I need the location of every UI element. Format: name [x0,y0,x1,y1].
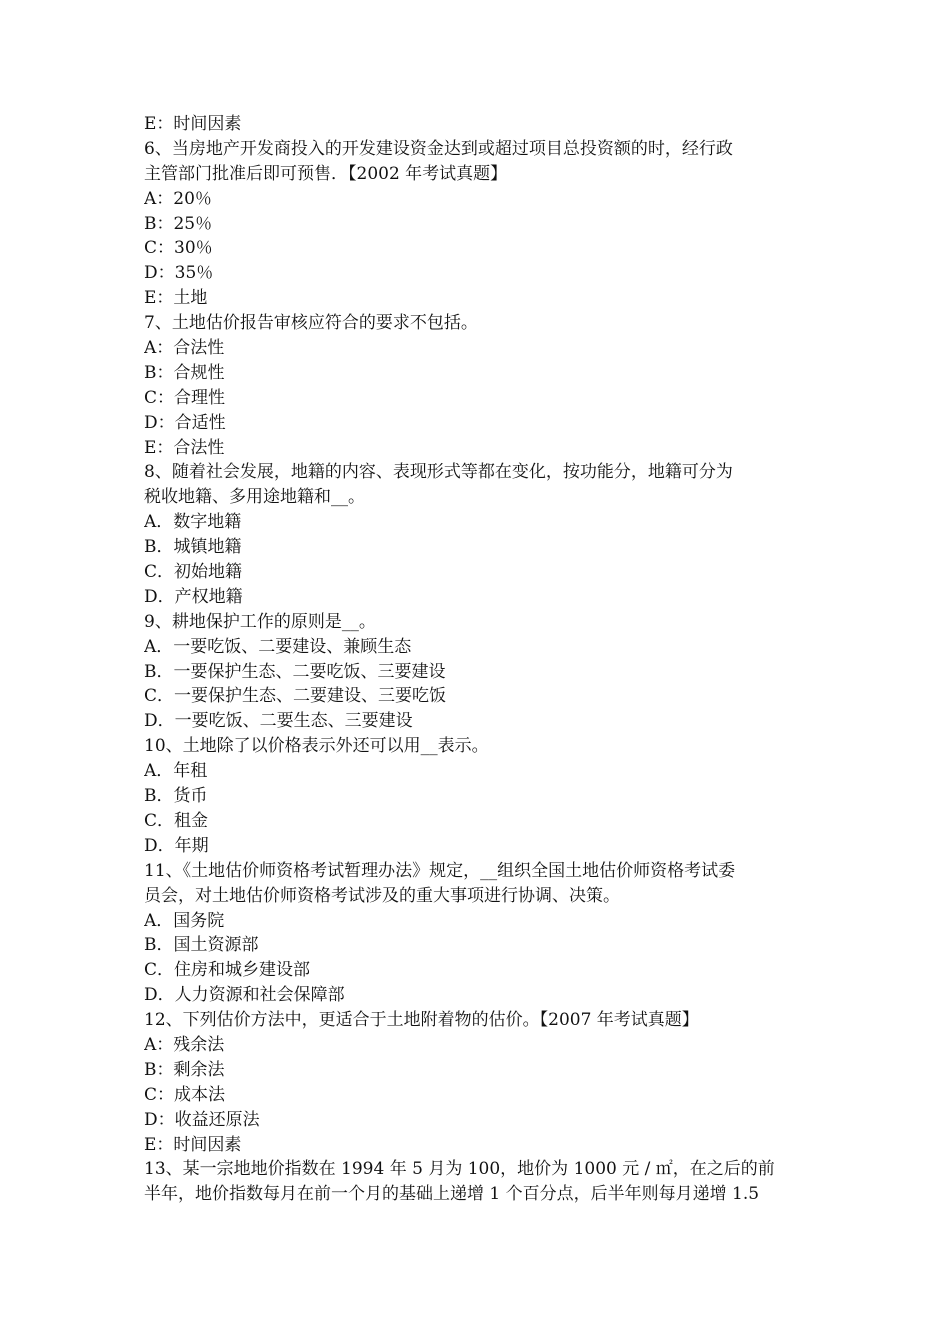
option-d: D．一要吃饭、二要生态、三要建设 [144,711,413,732]
option-a: A：残余法 [144,1034,225,1055]
option-d: D．年期 [144,835,209,856]
question-10-text: 10、土地除了以价格表示外还可以用__表示。 [144,736,489,757]
option-a: A．一要吃饭、二要建设、兼顾生态 [144,636,412,657]
question-7-text: 7、土地估价报告审核应符合的要求不包括。 [144,313,478,334]
option-d: D．产权地籍 [144,586,243,607]
option-b: B．国土资源部 [144,935,259,956]
option-e: E：时间因素 [144,114,242,134]
option-a: A：20％ [144,188,212,209]
option-a: A．国务院 [144,910,225,931]
option-e: E：合法性 [144,437,225,458]
option-c: C：成本法 [144,1084,226,1105]
question-13-text: 13、某一宗地地价指数在 1994 年 5 月为 100，地价为 1000 元 / ㎡，在之后的前 [144,1159,775,1180]
question-6-text-cont: 主管部门批准后即可预售．【2002 年考试真题】 [144,163,508,184]
option-b: B：剩余法 [144,1059,225,1080]
option-d: D：合适性 [144,412,226,433]
option-a: A．数字地籍 [144,512,242,533]
question-8-text-cont: 税收地籍、多用途地籍和__。 [144,487,365,508]
question-9-text: 9、耕地保护工作的原则是__。 [144,611,376,632]
question-8-text: 8、随着社会发展，地籍的内容、表现形式等都在变化，按功能分，地籍可分为 [144,462,733,483]
question-11-text-cont: 员会，对土地估价师资格考试涉及的重大事项进行协调、决策。 [144,885,620,906]
option-b: B．一要保护生态、二要吃饭、三要建设 [144,661,446,682]
option-c: C．住房和城乡建设部 [144,960,311,981]
option-a: A．年租 [144,761,208,782]
option-c: C：30％ [144,238,213,259]
option-b: B：合规性 [144,362,225,383]
question-12-text: 12、下列估价方法中，更适合于土地附着物的估价。【2007 年考试真题】 [144,1010,699,1031]
option-e: E：时间因素 [144,1134,242,1155]
option-a: A：合法性 [144,338,225,359]
option-b: B．货币 [144,786,208,807]
question-13-text-cont: 半年，地价指数每月在前一个月的基础上递增 1 个百分点，后半年则每月递增 1.5 [144,1184,760,1205]
question-6-text: 6、当房地产开发商投入的开发建设资金达到或超过项目总投资额的时，经行政 [144,138,733,159]
option-b: B：25％ [144,213,213,234]
document-body [144,112,812,1207]
option-b: B．城镇地籍 [144,537,242,558]
option-e: E：土地 [144,288,208,309]
option-c: C：合理性 [144,387,226,408]
option-d: D．人力资源和社会保障部 [144,985,345,1006]
option-c: C．一要保护生态、二要建设、三要吃饭 [144,686,447,707]
option-c: C．租金 [144,810,209,831]
question-11-text: 11、《土地估价师资格考试暂理办法》规定，__组织全国土地估价师资格考试委 [144,860,736,881]
option-d: D：35％ [144,263,214,284]
option-d: D：收益还原法 [144,1109,260,1130]
option-c: C．初始地籍 [144,562,243,583]
